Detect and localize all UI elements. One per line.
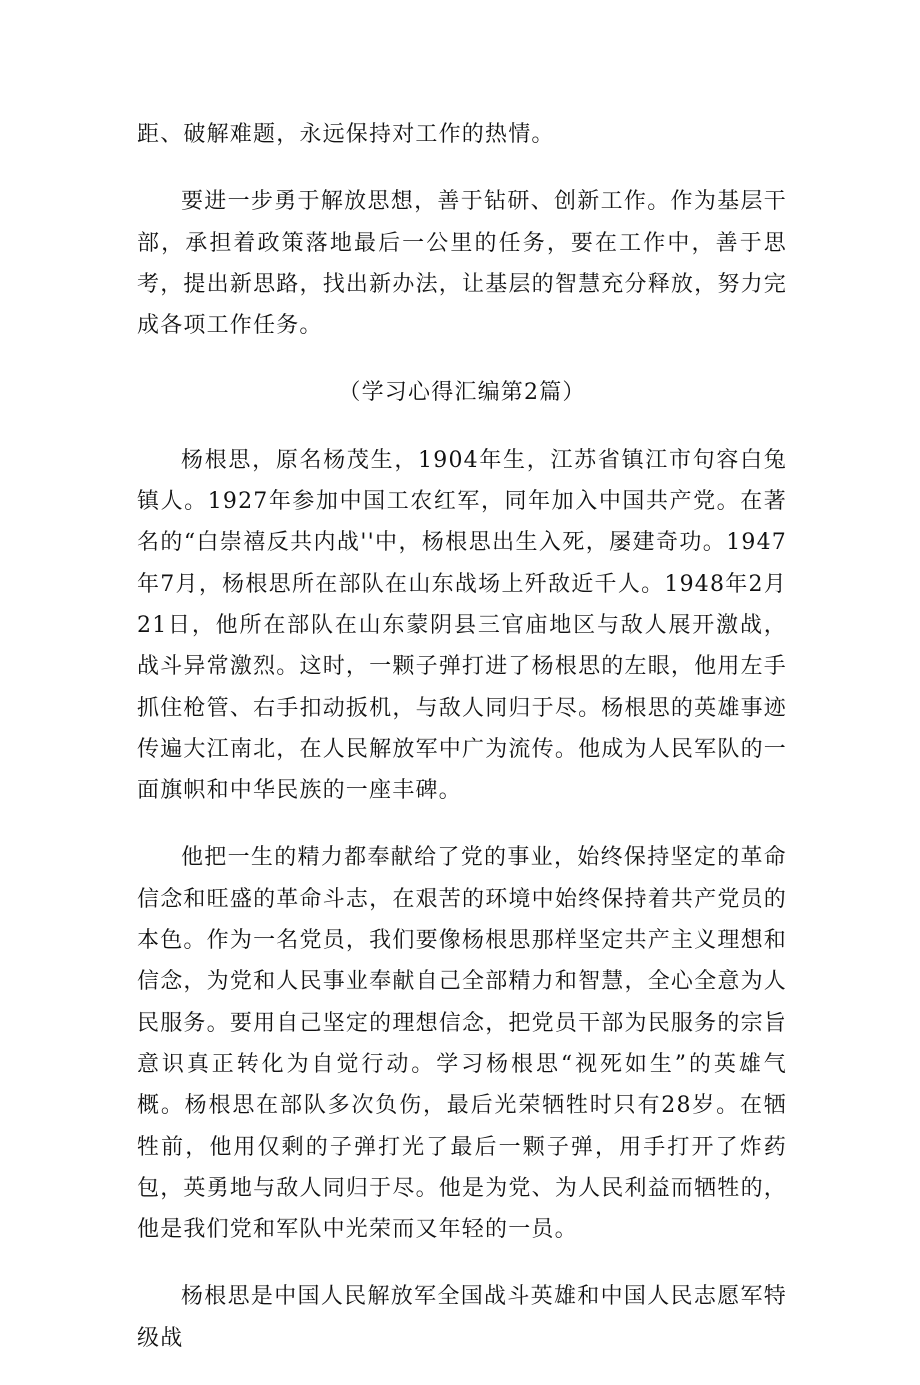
paragraph-biography: 杨根思，原名杨茂生，1904年生，江苏省镇江市句容白兔镇人。1927年参加中国工农红军，同年加入中国共产党。在著名的“白崇禧反共内战''中，杨根思出生入死，屡建奇功。1947年7月，杨根思所在部队在山东战场上歼敌近千人。1948年2月21日，他所在部队在山东蒙阴县三官庙地区与敌人展开激战，战斗异常激烈。这时，一颗子弹打进了杨根思的左眼，他用左手抓住枪管、右手扣动扳机，与敌人同归于尽。杨根思的英雄事迹传遍大江南北，在人民解放军中广为流传。他成为人民军队的一面旗帜和中华民族的一座丰碑。 bbox=[137, 447, 787, 804]
paragraph-continuation: 距、破解难题，永远保持对工作的热情。 bbox=[137, 122, 555, 147]
paragraph-hero-title: 杨根思是中国人民解放军全国战斗英雄和中国人民志愿军特级战 bbox=[137, 1284, 787, 1351]
paragraph-innovation: 要进一步勇于解放思想，善于钻研、创新工作。作为基层干部，承担着政策落地最后一公里的任务，要在工作中，善于思考，提出新思路，找出新办法，让基层的智慧充分释放，努力完成各项工作任务。 bbox=[137, 189, 787, 339]
section-heading: （学习心得汇编第2篇） bbox=[338, 380, 586, 406]
document-body bbox=[137, 114, 787, 1385]
paragraph-reflection: 他把一生的精力都奉献给了党的事业，始终保持坚定的革命信念和旺盛的革命斗志，在艰苦的环境中始终保持着共产党员的本色。作为一名党员，我们要像杨根思那样坚定共产主义理想和信念，为党和人民事业奉献自己全部精力和智慧，全心全意为人民服务。要用自己坚定的理想信念，把党员干部为民服务的宗旨意识真正转化为自觉行动。学习杨根思“视死如生”的英雄气概。杨根思在部队多次负伤，最后光荣牺牲时只有28岁。在牺牲前，他用仅剩的子弹打光了最后一颗子弹，用手打开了炸药包，英勇地与敌人同归于尽。他是为党、为人民利益而牺牲的，他是我们党和军队中光荣而又年轻的一员。 bbox=[137, 845, 787, 1243]
